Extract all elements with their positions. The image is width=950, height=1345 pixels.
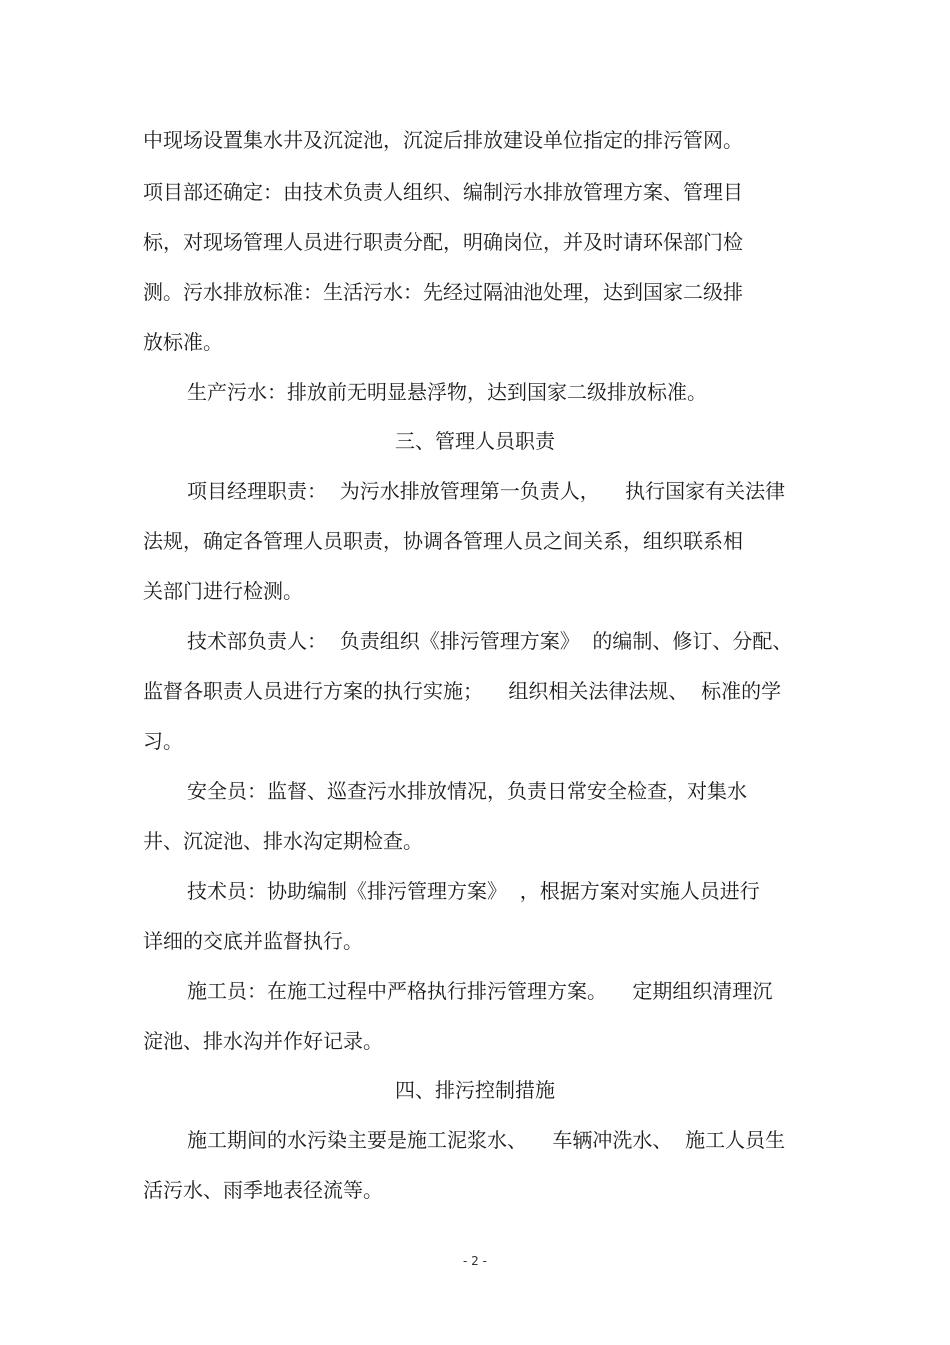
body-text-line: 项目部还确定：由技术负责人组织、编制污水排放管理方案、管理目 bbox=[143, 180, 743, 204]
body-text-line: 技术部负责人： 负责组织《排污管理方案》 的编制、修订、分配、 bbox=[187, 629, 793, 653]
body-text-line: 中现场设置集水井及沉淀池，沉淀后排放建设单位指定的排污管网。 bbox=[143, 128, 743, 152]
body-text-line: 施工期间的水污染主要是施工泥浆水、 车辆冲洗水、 施工人员生 bbox=[187, 1128, 786, 1152]
body-text-line: 淀池、排水沟并作好记录。 bbox=[143, 1029, 383, 1053]
page-number: - 2 - bbox=[463, 1254, 487, 1268]
section-heading: 四、排污控制措施 bbox=[395, 1078, 555, 1102]
body-text-line: 测。污水排放标准：生活污水：先经过隔油池处理，达到国家二级排 bbox=[143, 280, 743, 304]
body-text-line: 施工员：在施工过程中严格执行排污管理方案。 定期组织清理沉 bbox=[187, 979, 773, 1003]
body-text-line: 安全员：监督、巡查污水排放情况，负责日常安全检查，对集水 bbox=[187, 779, 747, 803]
body-text-line: 监督各职责人员进行方案的执行实施； 组织相关法律法规、 标准的学 bbox=[143, 679, 782, 703]
body-text-line: 关部门进行检测。 bbox=[143, 579, 303, 603]
body-text-line: 标，对现场管理人员进行职责分配，明确岗位，并及时请环保部门检 bbox=[143, 230, 743, 254]
body-text-line: 项目经理职责： 为污水排放管理第一负责人， 执行国家有关法律 bbox=[187, 479, 786, 503]
body-text-line: 习。 bbox=[143, 729, 183, 753]
body-text-line: 生产污水：排放前无明显悬浮物，达到国家二级排放标准。 bbox=[187, 380, 707, 404]
body-text-line: 放标准。 bbox=[143, 330, 223, 354]
body-text-line: 技术员：协助编制《排污管理方案》 ，根据方案对实施人员进行 bbox=[187, 879, 760, 903]
body-text-line: 法规，确定各管理人员职责，协调各管理人员之间关系，组织联系相 bbox=[143, 529, 743, 553]
section-heading: 三、管理人员职责 bbox=[395, 429, 555, 453]
body-text-line: 活污水、雨季地表径流等。 bbox=[143, 1178, 383, 1202]
body-text-line: 详细的交底并监督执行。 bbox=[143, 929, 363, 953]
body-text-line: 井、沉淀池、排水沟定期检查。 bbox=[143, 829, 423, 853]
